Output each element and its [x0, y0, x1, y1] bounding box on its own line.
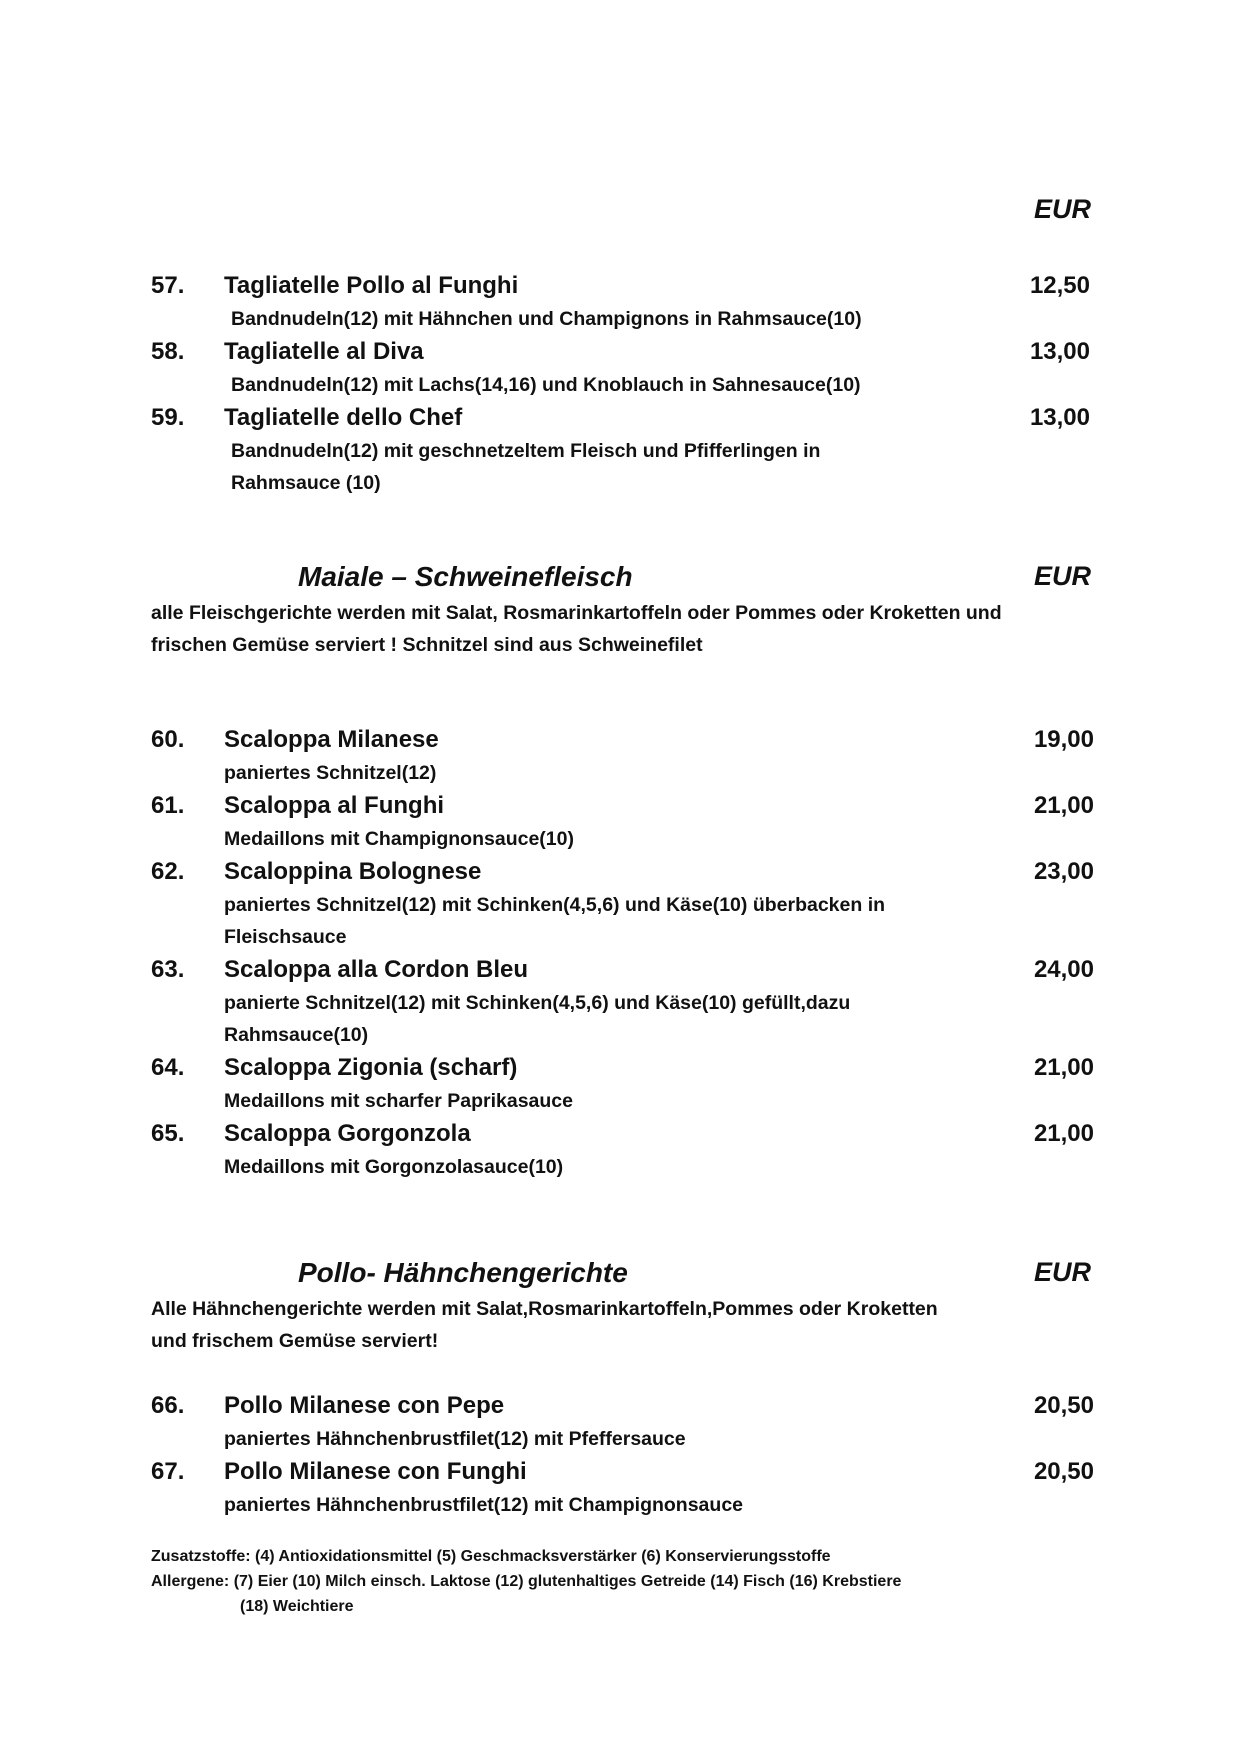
item-description: Medaillons mit scharfer Paprikasauce: [224, 1090, 573, 1112]
item-number: 61.: [151, 792, 185, 819]
item-title: Scaloppa al Funghi: [224, 792, 445, 819]
item-number: 64.: [151, 1054, 185, 1081]
item-number: 67.: [151, 1458, 185, 1485]
item-price: 13,00: [1029, 338, 1090, 365]
item-number: 57.: [151, 272, 185, 299]
item-description: Bandnudeln(12) mit geschnetzeltem Fleisch und Pfifferlingen in Rahmsauce (10): [231, 440, 821, 494]
item-price: 20,50: [1033, 1392, 1094, 1419]
item-description: paniertes Schnitzel(12): [224, 762, 437, 784]
section-intro: Alle Hähnchengerichte werden mit Salat,Rosmarinkartoffeln,Pommes oder Kroketten und frischem Gemüse serviert!: [151, 1298, 938, 1352]
item-title: Tagliatelle dello Chef: [224, 404, 463, 431]
item-number: 58.: [151, 338, 185, 365]
item-title: Tagliatelle Pollo al Funghi: [224, 272, 519, 299]
currency-header: EUR: [1034, 1257, 1092, 1287]
additives-note: Zusatzstoffe: (4) Antioxidationsmittel (5) Geschmacksverstärker (6) Konservierungsstoffe: [151, 1548, 831, 1565]
item-title: Scaloppina Bolognese: [224, 858, 482, 885]
item-price: 21,00: [1033, 1120, 1094, 1147]
item-title: Scaloppa Gorgonzola: [224, 1120, 471, 1147]
currency-header: EUR: [1034, 194, 1092, 224]
item-number: 62.: [151, 858, 185, 885]
item-title: Scaloppa Zigonia (scharf): [224, 1054, 518, 1081]
item-description: paniertes Hähnchenbrustfilet(12) mit Champignonsauce: [224, 1494, 744, 1516]
item-number: 59.: [151, 404, 185, 431]
item-title: Scaloppa alla Cordon Bleu: [224, 956, 529, 983]
item-description: paniertes Schnitzel(12) mit Schinken(4,5,6) und Käse(10) überbacken in Fleischsauce: [224, 894, 886, 948]
section-title: Maiale – Schweinefleisch: [298, 561, 633, 592]
item-price: 19,00: [1033, 726, 1094, 753]
item-description: paniertes Hähnchenbrustfilet(12) mit Pfeffersauce: [224, 1428, 686, 1450]
item-price: 12,50: [1029, 272, 1090, 299]
item-description: Medaillons mit Champignonsauce(10): [224, 828, 574, 850]
item-number: 63.: [151, 956, 185, 983]
item-number: 66.: [151, 1392, 185, 1419]
item-price: 24,00: [1033, 956, 1094, 983]
item-price: 20,50: [1033, 1458, 1094, 1485]
item-price: 21,00: [1033, 1054, 1094, 1081]
item-title: Pollo Milanese con Pepe: [224, 1392, 505, 1419]
item-description: Medaillons mit Gorgonzolasauce(10): [224, 1156, 564, 1178]
item-number: 60.: [151, 726, 185, 753]
item-price: 23,00: [1033, 858, 1094, 885]
allergens-note: Allergene: (7) Eier (10) Milch einsch. Laktose (12) glutenhaltiges Getreide (14) Fisch (16) Krebstiere: [151, 1573, 902, 1590]
item-price: 13,00: [1029, 404, 1090, 431]
item-description: panierte Schnitzel(12) mit Schinken(4,5,6) und Käse(10) gefüllt,dazu Rahmsauce(10): [224, 992, 851, 1046]
allergens-note-continued: (18) Weichtiere: [240, 1598, 354, 1615]
section-title: Pollo- Hähnchengerichte: [298, 1257, 628, 1288]
item-description: Bandnudeln(12) mit Lachs(14,16) und Knoblauch in Sahnesauce(10): [231, 374, 861, 396]
item-title: Scaloppa Milanese: [224, 726, 439, 753]
section-intro: alle Fleischgerichte werden mit Salat, Rosmarinkartoffeln oder Pommes oder Kroketten und frischen Gemüse serviert ! Schnitzel sind aus Schweinefilet: [151, 602, 1002, 656]
currency-header: EUR: [1034, 561, 1092, 591]
item-title: Pollo Milanese con Funghi: [224, 1458, 527, 1485]
item-price: 21,00: [1033, 792, 1094, 819]
item-description: Bandnudeln(12) mit Hähnchen und Champignons in Rahmsauce(10): [231, 308, 862, 330]
item-number: 65.: [151, 1120, 185, 1147]
item-title: Tagliatelle al Diva: [224, 338, 424, 365]
